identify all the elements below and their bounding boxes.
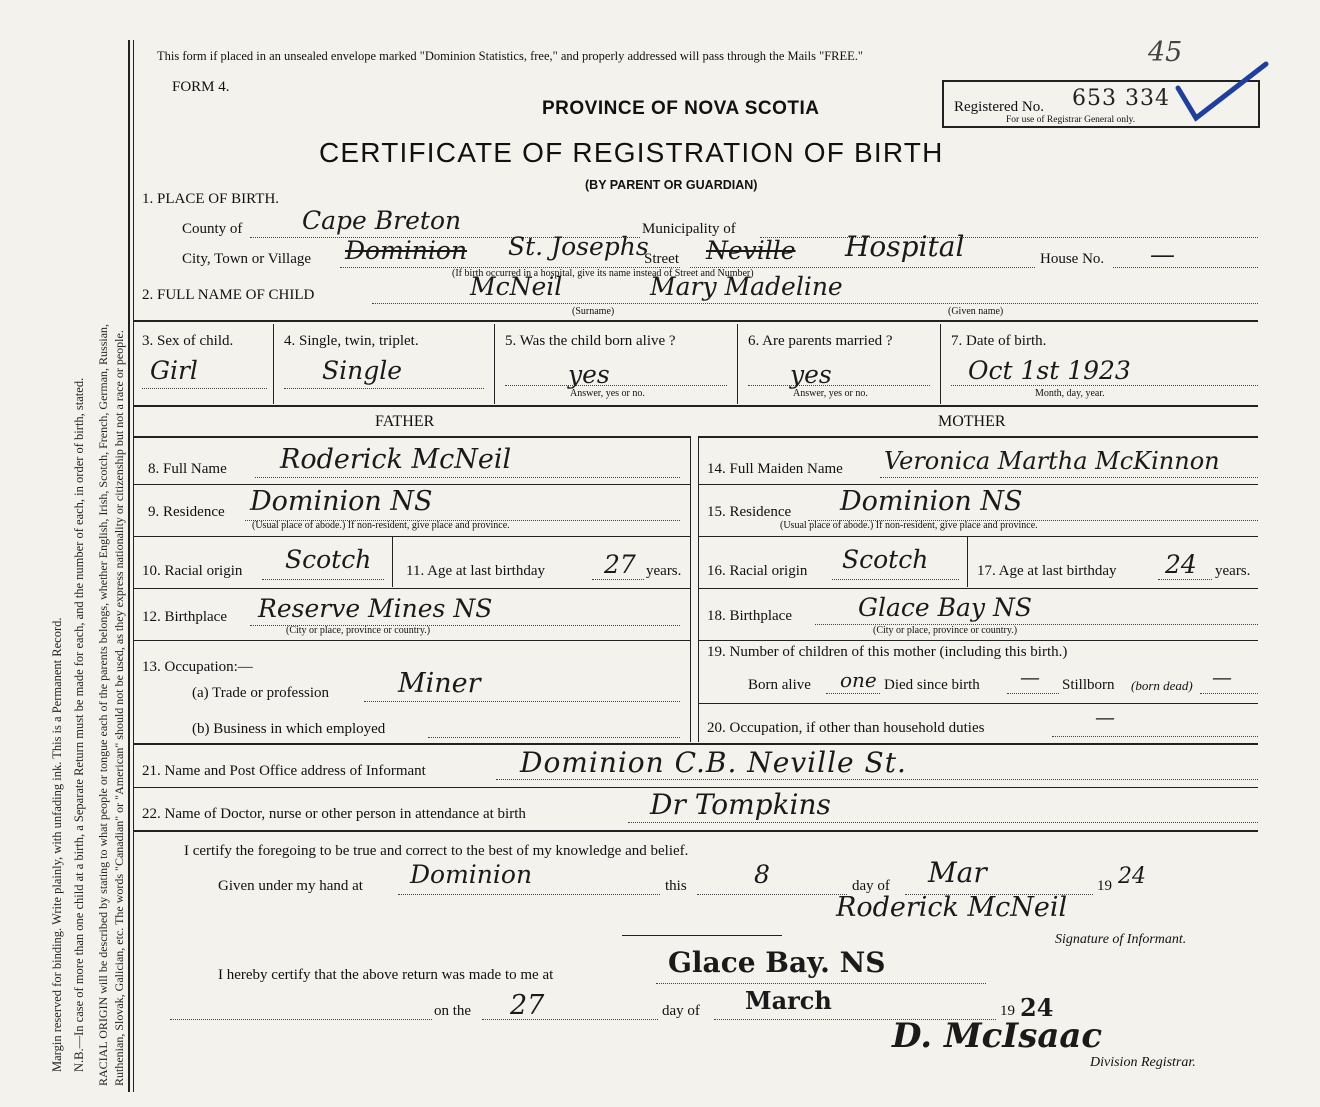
- father-race-line: [262, 579, 384, 580]
- municipality-line: [760, 237, 1258, 238]
- mother-born-alive-label: Born alive: [748, 677, 811, 693]
- mother-race-label: 16. Racial origin: [707, 563, 808, 579]
- date-of-birth-note: Month, day, year.: [1035, 388, 1105, 399]
- parents-married-label: 6. Are parents married ?: [748, 333, 893, 349]
- margin-racial-note-1: RACIAL ORIGIN will be described by stating to what people or tongue each of the parents belongs, whether English, Irish, Scotch, French, German, Russian,: [96, 323, 110, 1086]
- born-alive-value: yes: [568, 360, 610, 389]
- city-struck-value: Dominion: [345, 236, 468, 265]
- rule-after-name: [134, 320, 1258, 322]
- registered-number-note: For use of Registrar General only.: [1006, 115, 1136, 125]
- father-rule-2: [134, 536, 690, 537]
- mother-race-line: [832, 579, 959, 580]
- day-of-label: day of: [852, 878, 890, 894]
- month-value: Mar: [928, 856, 987, 889]
- mother-heading: MOTHER: [938, 413, 1006, 430]
- house-number-label: House No.: [1040, 251, 1105, 267]
- rule-after-doctor: [134, 830, 1258, 832]
- child-surname-value: McNeil: [470, 272, 563, 301]
- mother-birthplace-note: (City or place, province or country.): [873, 625, 1018, 636]
- mother-rule-3: [699, 588, 1258, 589]
- city-value: St. Josephs: [508, 232, 649, 261]
- sex-value: Girl: [150, 356, 198, 385]
- mother-age-label: 17. Age at last birthday: [977, 563, 1117, 579]
- father-heading-rule: [134, 436, 690, 438]
- parents-divider-left: [690, 436, 691, 742]
- certificate-title: CERTIFICATE OF REGISTRATION OF BIRTH: [319, 137, 944, 168]
- father-residence-value: Dominion NS: [250, 486, 433, 517]
- born-alive-label: 5. Was the child born alive ?: [505, 333, 676, 349]
- father-rule-4: [134, 640, 690, 641]
- hospital-note: (If birth occurred in a hospital, give its name instead of Street and Number): [452, 268, 754, 279]
- date-of-birth-line: [951, 385, 1258, 386]
- divider-3-4: [273, 324, 274, 404]
- registrar-day-value: 27: [510, 990, 545, 1021]
- doctor-label: 22. Name of Doctor, nurse or other person in attendance at birth: [142, 806, 526, 822]
- mother-occupation-value: —: [1095, 705, 1115, 729]
- informant-line: [496, 779, 1258, 780]
- father-birthplace-value: Reserve Mines NS: [258, 594, 493, 623]
- mail-notice: This form if placed in an unsealed envelope marked "Dominion Statistics, free," and properly addressed will pass through the Mails "FREE.": [157, 49, 864, 63]
- father-name-line: [255, 477, 680, 478]
- mother-residence-label: 15. Residence: [707, 504, 792, 520]
- divider-4-5: [494, 324, 495, 404]
- mother-occupation-line: [1052, 736, 1258, 737]
- mother-residence-value: Dominion NS: [840, 486, 1023, 517]
- mother-birthplace-label: 18. Birthplace: [707, 608, 792, 624]
- father-trade-line: [364, 701, 680, 702]
- mother-occupation-label: 20. Occupation, if other than household duties: [707, 720, 985, 736]
- mother-born-alive-value: one: [840, 668, 877, 692]
- certify-statement: I certify the foregoing to be true and correct to the best of my knowledge and belief.: [184, 843, 689, 859]
- sex-label: 3. Sex of child.: [142, 333, 234, 349]
- mother-name-value: Veronica Martha McKinnon: [884, 447, 1220, 475]
- given-under-label: Given under my hand at: [218, 878, 363, 894]
- street-label: Street: [644, 251, 679, 267]
- surname-note: (Surname): [572, 306, 615, 317]
- registrar-place-value: Glace Bay. NS: [668, 946, 886, 979]
- father-residence-label: 9. Residence: [148, 504, 225, 520]
- margin-nb-note: N.B.—In case of more than one child at a birth, a Separate Return must be made for each, and the number of each, in order of birth, stated.: [72, 377, 86, 1072]
- house-number-value: —: [1150, 240, 1175, 269]
- municipality-label: Municipality of: [642, 221, 736, 237]
- given-place-line: [398, 894, 660, 895]
- registrar-label: Division Registrar.: [1090, 1055, 1196, 1070]
- doctor-value: Dr Tompkins: [650, 788, 831, 821]
- father-birthplace-label: 12. Birthplace: [142, 609, 227, 625]
- father-occupation-heading: 13. Occupation:—: [142, 659, 253, 675]
- mother-stillborn-note: (born dead): [1131, 678, 1193, 693]
- informant-signature-label: Signature of Informant.: [1055, 932, 1187, 947]
- parents-married-line: [748, 385, 930, 386]
- mother-race-value: Scotch: [842, 545, 929, 574]
- signature-separator: [622, 935, 782, 936]
- father-age-value: 27: [604, 550, 636, 579]
- day-line: [697, 894, 847, 895]
- registrar-day-line: [482, 1019, 658, 1020]
- mother-died-value: —: [1020, 665, 1040, 689]
- father-name-label: 8. Full Name: [148, 461, 227, 477]
- mother-stillborn-value: —: [1212, 665, 1232, 689]
- county-value: Cape Breton: [302, 206, 462, 235]
- mother-name-line: [880, 477, 1258, 478]
- registrar-place-line: [656, 983, 986, 984]
- mother-name-label: 14. Full Maiden Name: [707, 461, 843, 477]
- registrar-year-prefix: 19: [1000, 1003, 1015, 1019]
- born-alive-line: [505, 385, 727, 386]
- mother-heading-rule: [699, 436, 1258, 438]
- mother-birthplace-value: Glace Bay NS: [858, 593, 1032, 622]
- multiple-birth-line: [284, 388, 484, 389]
- child-given-value: Mary Madeline: [650, 272, 843, 301]
- province-heading: PROVINCE OF NOVA SCOTIA: [542, 98, 820, 119]
- rule-after-parents: [134, 743, 1258, 745]
- mother-rule-2: [699, 536, 1258, 537]
- on-the-label: on the: [434, 1003, 472, 1019]
- on-the-lead-line: [170, 1019, 432, 1020]
- date-of-birth-value: Oct 1st 1923: [968, 356, 1131, 385]
- child-name-line: [372, 303, 1258, 304]
- father-birthplace-note: (City or place, province or country.): [286, 625, 431, 636]
- divider-6-7: [940, 324, 941, 404]
- year-prefix: 19: [1097, 878, 1112, 894]
- sex-line: [142, 388, 267, 389]
- this-label: this: [665, 878, 687, 894]
- mother-rule-1: [699, 484, 1258, 485]
- father-age-line: [592, 579, 644, 580]
- mother-born-alive-line: [826, 693, 880, 694]
- mother-rule-5: [699, 703, 1258, 704]
- father-rule-3: [134, 588, 690, 589]
- mother-years-label: years.: [1215, 563, 1251, 579]
- page-mark: 45: [1148, 37, 1183, 68]
- father-race-label: 10. Racial origin: [142, 563, 243, 579]
- father-abode-note: (Usual place of abode.) If non-resident, give place and province.: [252, 520, 510, 531]
- mother-children-label: 19. Number of children of this mother (including this birth.): [707, 644, 1068, 660]
- parents-divider-right: [698, 436, 699, 742]
- left-border-inner: [133, 40, 134, 1092]
- father-age-label: 11. Age at last birthday: [406, 563, 545, 579]
- check-mark-icon: [1170, 60, 1270, 130]
- county-label: County of: [182, 221, 243, 237]
- street-struck-value: Neville: [706, 236, 796, 265]
- registrar-day-of-label: day of: [662, 1003, 700, 1019]
- mother-stillborn-label: Stillborn: [1062, 677, 1115, 693]
- given-name-note: (Given name): [948, 306, 1004, 317]
- registered-number-label: Registered No.: [954, 99, 1044, 115]
- form-number: FORM 4.: [172, 79, 230, 95]
- child-name-label: 2. FULL NAME OF CHILD: [142, 287, 315, 303]
- informant-signature: Roderick McNeil: [836, 892, 1068, 923]
- parents-married-note: Answer, yes or no.: [793, 388, 868, 399]
- multiple-birth-value: Single: [322, 356, 403, 385]
- mother-race-divider: [967, 537, 968, 587]
- mother-died-label: Died since birth: [884, 677, 980, 693]
- informant-value: Dominion C.B. Neville St.: [520, 746, 907, 779]
- mother-rule-4: [699, 640, 1258, 641]
- mother-stillborn-line: [1200, 693, 1258, 694]
- father-years-label: years.: [646, 563, 682, 579]
- parents-married-value: yes: [790, 360, 832, 389]
- father-rule-1: [134, 484, 690, 485]
- rule-before-parents: [134, 405, 1258, 407]
- house-number-line: [1113, 267, 1258, 268]
- margin-racial-note-2: Ruthenian, Slovak, Galician, etc. The words "Canadian" or "American" should not be used, as they express nationality or citizenship but not a race or people.: [112, 330, 126, 1086]
- mother-abode-note: (Usual place of abode.) If non-resident, give place and province.: [780, 520, 1038, 531]
- left-border: [128, 40, 130, 1092]
- city-label: City, Town or Village: [182, 251, 312, 267]
- father-heading: FATHER: [375, 413, 435, 430]
- father-trade-value: Miner: [398, 668, 481, 699]
- father-business-line: [428, 737, 680, 738]
- father-trade-label: (a) Trade or profession: [192, 685, 330, 701]
- registrar-month-value: March: [745, 986, 832, 1015]
- informant-label: 21. Name and Post Office address of Informant: [142, 763, 426, 779]
- mother-age-line: [1158, 579, 1212, 580]
- divider-5-6: [737, 324, 738, 404]
- registrar-year-value: 24: [1020, 993, 1054, 1022]
- father-race-value: Scotch: [285, 545, 372, 574]
- date-of-birth-label: 7. Date of birth.: [951, 333, 1047, 349]
- registrar-signature: D. McIsaac: [892, 1016, 1103, 1056]
- multiple-birth-label: 4. Single, twin, triplet.: [284, 333, 419, 349]
- father-business-label: (b) Business in which employed: [192, 721, 386, 737]
- certificate-subtitle: (BY PARENT OR GUARDIAN): [585, 178, 758, 192]
- given-place-value: Dominion: [410, 860, 533, 889]
- registered-number-value: 653 334: [1072, 86, 1170, 111]
- street-value: Hospital: [845, 230, 965, 263]
- mother-died-line: [1007, 693, 1059, 694]
- father-name-value: Roderick McNeil: [280, 444, 512, 475]
- margin-binding-note: Margin reserved for binding. Write plainly, with unfading ink. This is a Permanent Record.: [50, 617, 64, 1072]
- day-value: 8: [754, 860, 770, 889]
- place-of-birth-heading: 1. PLACE OF BIRTH.: [142, 191, 280, 207]
- year-value: 24: [1118, 864, 1146, 889]
- father-race-divider: [392, 537, 393, 587]
- mother-age-value: 24: [1165, 550, 1197, 579]
- born-alive-note: Answer, yes or no.: [570, 388, 645, 399]
- doctor-line: [628, 822, 1258, 823]
- registrar-statement: I hereby certify that the above return was made to me at: [218, 967, 554, 983]
